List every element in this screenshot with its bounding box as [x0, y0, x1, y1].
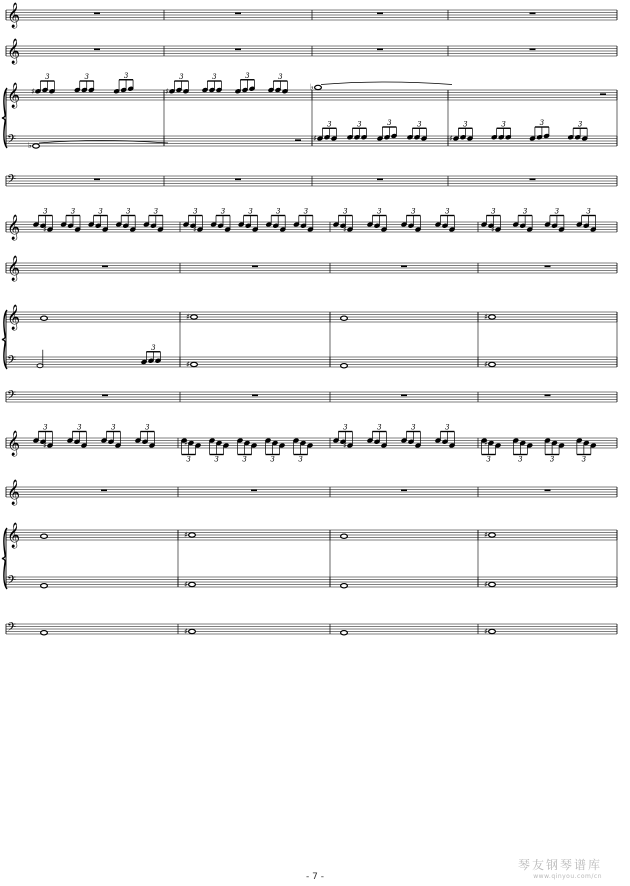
whole-note [341, 584, 348, 588]
whole-rest-icon [401, 395, 407, 397]
sharp-icon: ♯ [184, 438, 188, 448]
tuplet-label: 3 [123, 71, 129, 80]
whole-note [41, 534, 48, 538]
whole-note [315, 85, 322, 89]
treble-clef-icon: 𝄞 [7, 523, 21, 548]
bass-clef-icon: 𝄢 [7, 133, 17, 149]
tuplet-label: 3 [522, 207, 528, 216]
sharp-icon: ♯ [186, 312, 190, 322]
staff-treble [6, 2, 617, 28]
tuplet-label: 3 [153, 207, 159, 216]
whole-note [489, 533, 496, 537]
whole-rest-icon [102, 266, 108, 268]
watermark-url: www.qinyou.com/cn [533, 873, 602, 880]
whole-note [41, 316, 48, 320]
treble-clef-icon: 𝄞 [7, 480, 21, 505]
whole-note [341, 364, 348, 368]
whole-rest-icon [377, 49, 383, 51]
watermark [492, 856, 602, 880]
staff-treble [6, 479, 617, 505]
system [2, 208, 617, 406]
sharp-icon: ♯ [193, 225, 197, 234]
tuplet-label: 3 [411, 423, 416, 432]
tuplet-label: 3 [275, 207, 281, 216]
sharp-icon: ♯ [343, 225, 347, 234]
whole-rest-icon [530, 179, 536, 181]
tuplet-label: 3 [77, 423, 82, 432]
treble-clef-icon: 𝄞 [7, 256, 21, 281]
staff-bass [6, 344, 617, 370]
tuplet-label: 3 [179, 73, 184, 81]
bass-clef-icon: 𝄢 [7, 621, 17, 637]
bass-clef-icon: 𝄢 [7, 173, 17, 189]
tuplet-label: 3 [43, 207, 48, 216]
half-rest-icon [295, 139, 301, 141]
bass-clef-icon: 𝄢 [7, 354, 17, 370]
sharp-icon: ♯ [484, 438, 488, 448]
tuplet-label: 3 [151, 343, 156, 352]
sharp-icon: ♯ [343, 441, 347, 450]
tuplet-label: 3 [357, 120, 362, 129]
tuplet-label: 3 [43, 423, 48, 432]
sharp-icon: ♯ [184, 530, 188, 540]
whole-rest-icon [530, 13, 536, 15]
tuplet-label: 3 [278, 73, 283, 81]
staff-treble [6, 208, 617, 241]
bass-clef-icon: 𝄢 [7, 574, 17, 590]
tuplet-label: 3 [581, 455, 587, 464]
tuplet-label: 3 [411, 207, 416, 216]
tuplet-label: 3 [111, 423, 116, 432]
sharp-icon: ♯ [491, 225, 495, 234]
tuplet-label: 3 [193, 207, 198, 216]
whole-rest-icon [545, 266, 551, 268]
system [2, 2, 617, 189]
tuplet-label: 3 [327, 120, 332, 129]
whole-rest-icon [94, 179, 100, 181]
treble-clef-icon: 𝄞 [7, 431, 21, 456]
staff-treble [6, 304, 617, 330]
whole-rest-icon [94, 49, 100, 51]
treble-clef-icon: 𝄞 [7, 3, 21, 28]
whole-note [341, 534, 348, 538]
whole-rest-icon [252, 395, 258, 397]
staff-treble [6, 38, 617, 64]
tuplet-label: 3 [445, 423, 450, 432]
sharp-icon: ♯ [43, 441, 47, 450]
sharp-icon: ♯ [484, 627, 488, 636]
tuplet-label: 3 [98, 207, 103, 216]
staff-bass [6, 173, 617, 189]
tuplet-label: 3 [387, 119, 392, 127]
whole-rest-icon [545, 490, 551, 492]
tuplet-label: 3 [539, 119, 545, 127]
whole-note [489, 582, 496, 586]
tie [321, 82, 452, 85]
sharp-icon: ♯ [484, 360, 488, 369]
sharp-icon: ♯ [184, 580, 188, 589]
tuplet-label: 3 [486, 455, 491, 464]
tuplet-label: 3 [84, 73, 89, 81]
staff-treble [6, 522, 617, 548]
tuplet-label: 3 [463, 120, 468, 129]
tuplet-label: 3 [377, 423, 382, 432]
tuplet-label: 3 [549, 455, 555, 464]
sharp-icon: ♯ [484, 312, 488, 322]
tuplet-label: 3 [270, 455, 275, 464]
tuplet-label: 3 [445, 207, 450, 216]
tuplet-label: 3 [377, 207, 382, 216]
flat-icon: ♭ [310, 82, 314, 92]
whole-note [33, 144, 40, 148]
whole-rest-icon [94, 13, 100, 15]
treble-clef-icon: 𝄞 [7, 215, 21, 240]
whole-rest-icon [401, 490, 407, 492]
whole-rest-icon [545, 395, 551, 397]
whole-rest-icon [235, 13, 241, 15]
whole-note [489, 362, 496, 366]
whole-note [341, 631, 348, 635]
whole-note [489, 629, 496, 633]
whole-rest-icon [377, 13, 383, 15]
treble-clef-icon: 𝄞 [7, 83, 21, 108]
whole-note [191, 315, 198, 319]
whole-rest-icon [102, 395, 108, 397]
watermark-title: 琴友钢琴谱库 [517, 858, 602, 872]
tuplet-label: 3 [245, 71, 250, 80]
sharp-icon: ♯ [484, 580, 488, 589]
tuplet-label: 3 [577, 120, 583, 129]
tuplet-label: 3 [70, 207, 76, 216]
half-note [37, 364, 43, 368]
tuplet-label: 3 [145, 423, 150, 432]
tuplet-label: 3 [586, 207, 591, 216]
sharp-icon: ♯ [31, 86, 35, 96]
sharp-icon: ♯ [449, 134, 453, 143]
tuplet-label: 3 [303, 207, 309, 216]
whole-rest-icon [101, 490, 107, 492]
whole-note [191, 362, 198, 366]
staff-treble [6, 72, 617, 108]
staff-bass [6, 621, 617, 637]
staff-bass [6, 574, 617, 590]
tuplet-label: 3 [417, 120, 422, 129]
sharp-icon: ♯ [484, 530, 488, 540]
tuplet-label: 3 [518, 455, 523, 464]
whole-rest-icon [235, 49, 241, 51]
whole-rest-icon [251, 490, 257, 492]
treble-clef-icon: 𝄞 [7, 39, 21, 64]
tuplet-label: 3 [298, 455, 303, 464]
bass-clef-icon: 𝄢 [7, 389, 17, 405]
whole-rest-icon [235, 179, 241, 181]
tuplet-label: 3 [554, 207, 560, 216]
tuplet-label: 3 [220, 207, 226, 216]
treble-clef-icon: 𝄞 [7, 305, 21, 330]
tuplet-label: 3 [125, 207, 131, 216]
whole-rest-icon [401, 266, 407, 268]
sharp-icon: ♯ [313, 134, 317, 143]
whole-note [189, 582, 196, 586]
whole-note [489, 315, 496, 319]
whole-note [41, 584, 48, 588]
tuplet-label: 3 [248, 207, 253, 216]
sharp-icon: ♯ [43, 225, 47, 234]
whole-rest-icon [377, 179, 383, 181]
page-number: - 7 - [306, 872, 324, 882]
whole-note [189, 533, 196, 537]
staff-bass [6, 119, 617, 150]
whole-note [341, 316, 348, 320]
half-rest-icon [600, 93, 606, 95]
tuplet-label: 3 [45, 73, 50, 81]
flat-icon: ♭ [28, 141, 32, 150]
whole-note [189, 629, 196, 633]
whole-rest-icon [530, 49, 536, 51]
tuplet-label: 3 [214, 455, 219, 464]
tuplet-label: 3 [343, 423, 348, 432]
staff-bass [6, 389, 617, 405]
whole-note [41, 631, 48, 635]
tuplet-label: 3 [501, 120, 506, 129]
tuplet-label: 3 [186, 455, 191, 464]
staff-treble [6, 424, 617, 464]
tuplet-label: 3 [491, 207, 496, 216]
staff-treble [6, 255, 617, 281]
whole-rest-icon [252, 266, 258, 268]
tuplet-label: 3 [212, 73, 217, 81]
sharp-icon: ♯ [186, 360, 190, 369]
tuplet-label: 3 [343, 207, 348, 216]
sharp-icon: ♯ [184, 627, 188, 636]
system [2, 424, 617, 638]
tuplet-label: 3 [242, 455, 247, 464]
sharp-icon: ♯ [165, 86, 169, 96]
